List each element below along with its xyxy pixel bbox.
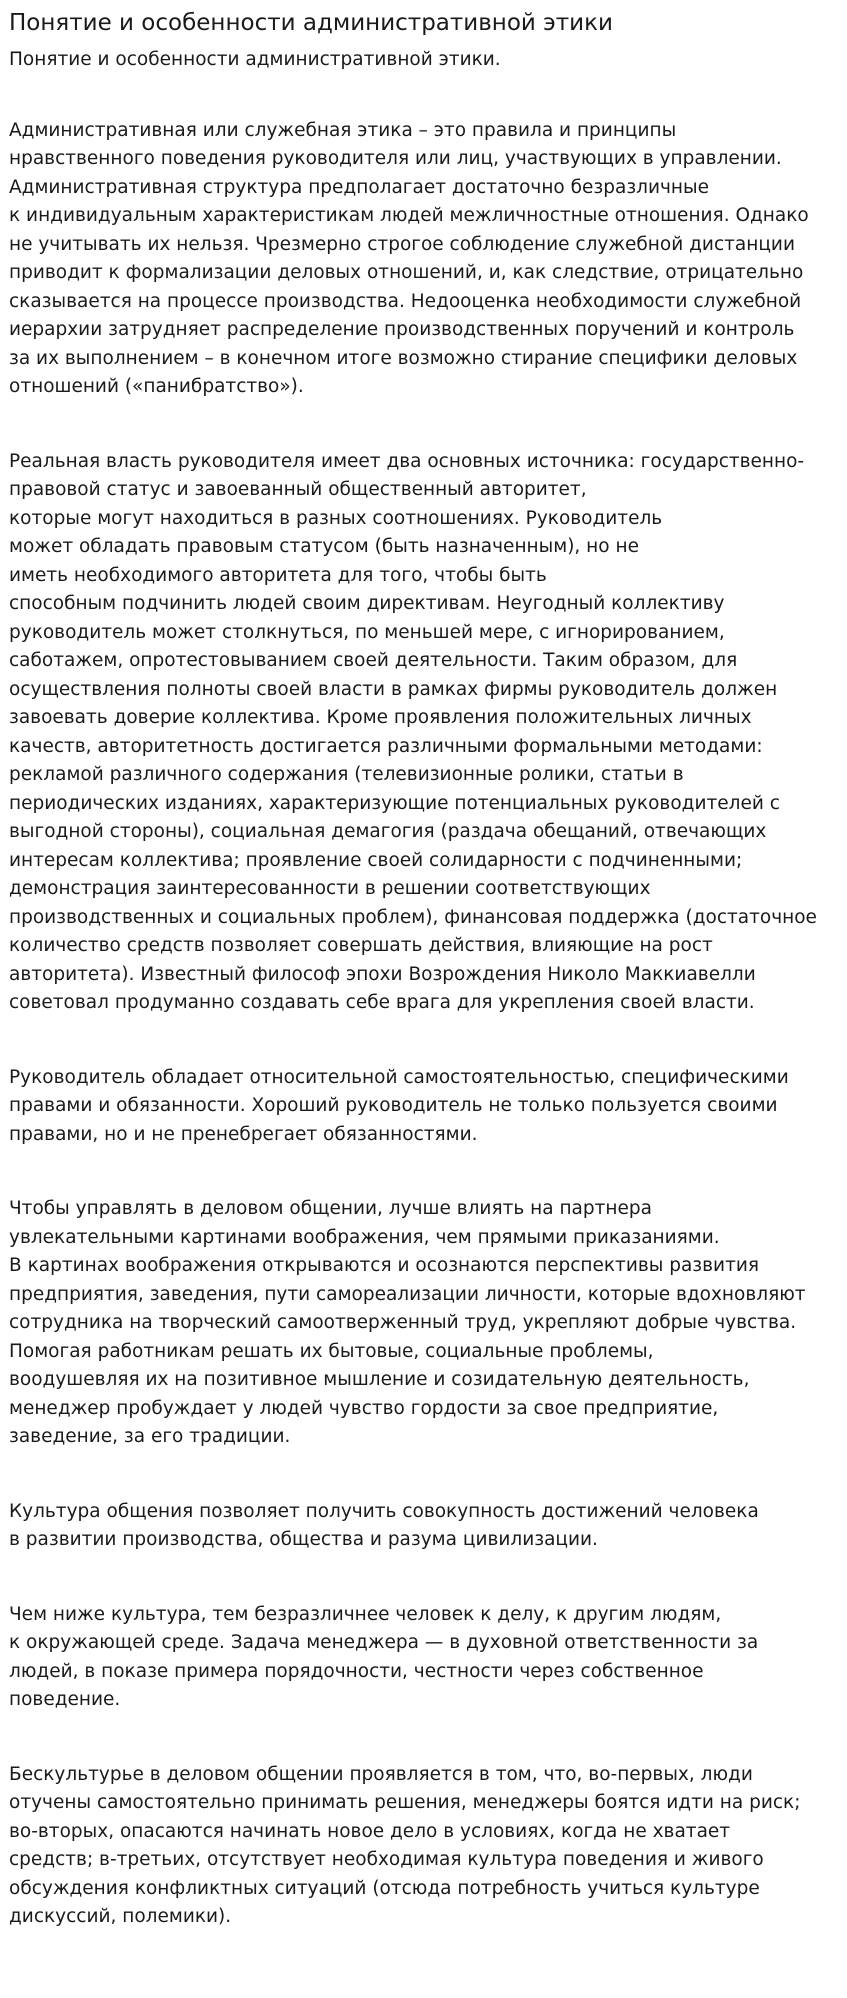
paragraph-influence: Чтобы управлять в деловом общении, лучше влиять на партнера увлекательными картинами воображения, чем прямыми приказаниями. В картинах воображения открываются и осознаются перспективы развития предприятия, заведения, пути самореализации личности, которые вдохновляют сотрудника на творческий самоотверженный труд, укрепляют добрые чувства. Помогая работникам решать их бытовые, социальные проблемы, воодушевляя их на позитивное мышление и созидательную деятельность, менеджер пробуждает у людей чувство гордости за свое предприятие, заведение, за его традиции. <box>9 1198 806 1447</box>
paragraph-definition: Административная или служебная этика – это правила и принципы нравственного поведения руководителя или лиц, участвующих в управлении. Административная структура предполагает достаточно безразличные к индивидуальным характеристикам людей межличностные отношения. Однако не учитывать их нельзя. Чрезмерно строгое соблюдение служебной дистанции приводит к формализации деловых отношений, и, как следствие, отрицательно сказывается на процессе производства. Недооценка необходимости служебной иерархии затрудняет распределение производственных поручений и контроль за их выполнением – в конечном итоге возможно стирание специфики деловых отношений («панибратство»). <box>9 119 809 397</box>
paragraph-culture: Культура общения позволяет получить совокупность достижений человека в развитии производства, общества и разума цивилизации. <box>9 1500 759 1550</box>
page-title: Понятие и особенности административной этики <box>9 10 613 36</box>
paragraph-lack-of-culture: Бескультурье в деловом общении проявляется в том, что, во-первых, люди отучены самостоятельно принимать решения, менеджеры боятся идти на риск; во-вторых, опасаются начинать новое дело в условиях, когда не хватает средств; в-третьих, отсутствует необходимая культура поведения и живого обсуждения конфликтных ситуаций (отсюда потребность учиться культуре дискуссий, полемики). <box>9 1763 801 1927</box>
document-subtitle: Понятие и особенности административной этики. <box>9 49 501 70</box>
paragraph-rights-duties: Руководитель обладает относительной самостоятельностью, специфическими правами и обязанности. Хороший руководитель не только пользуется своими правами, но и не пренебрегает обязанностями. <box>9 1066 789 1145</box>
paragraph-power-sources: Реальная власть руководителя имеет два основных источника: государственно- правовой статус и завоеванный общественный авторитет, которые могут находиться в разных соотношениях. Руководитель может обладать правовым статусом (быть назначенным), но не иметь необходимого авторитета для того, чтобы быть способным подчинить людей своим директивам. Неугодный коллективу руководитель может столкнуться, по меньшей мере, с игнорированием, саботажем, опротестовыванием своей деятельности. Таким образом, для осуществления полноты своей власти в рамках фирмы руководитель должен завоевать доверие коллектива. Кроме проявления положительных личных качеств, авторитетность достигается различными формальными методами: рекламой различного содержания (телевизионные ролики, статьи в периодических изданиях, характеризующие потенциальных руководителей с выгодной стороны), социальная демагогия (раздача обещаний, отвечающих интересам коллектива; проявление своей солидарности с подчиненными; демонстрация заинтересованности в решении соответствующих производственных и социальных проблем), финансовая поддержка (достаточное количество средств позволяет совершать действия, влияющие на рост авторитета). Известный философ эпохи Возрождения Николо Маккиавелли советовал продуманно создавать себе врага для укрепления своей власти. <box>9 450 817 1013</box>
paragraph-manager-task: Чем ниже культура, тем безразличнее человек к делу, к другим людям, к окружающей среде. Задача менеджера — в духовной ответственности за людей, в показе примера порядочности, честности через собственное поведение. <box>9 1603 759 1710</box>
